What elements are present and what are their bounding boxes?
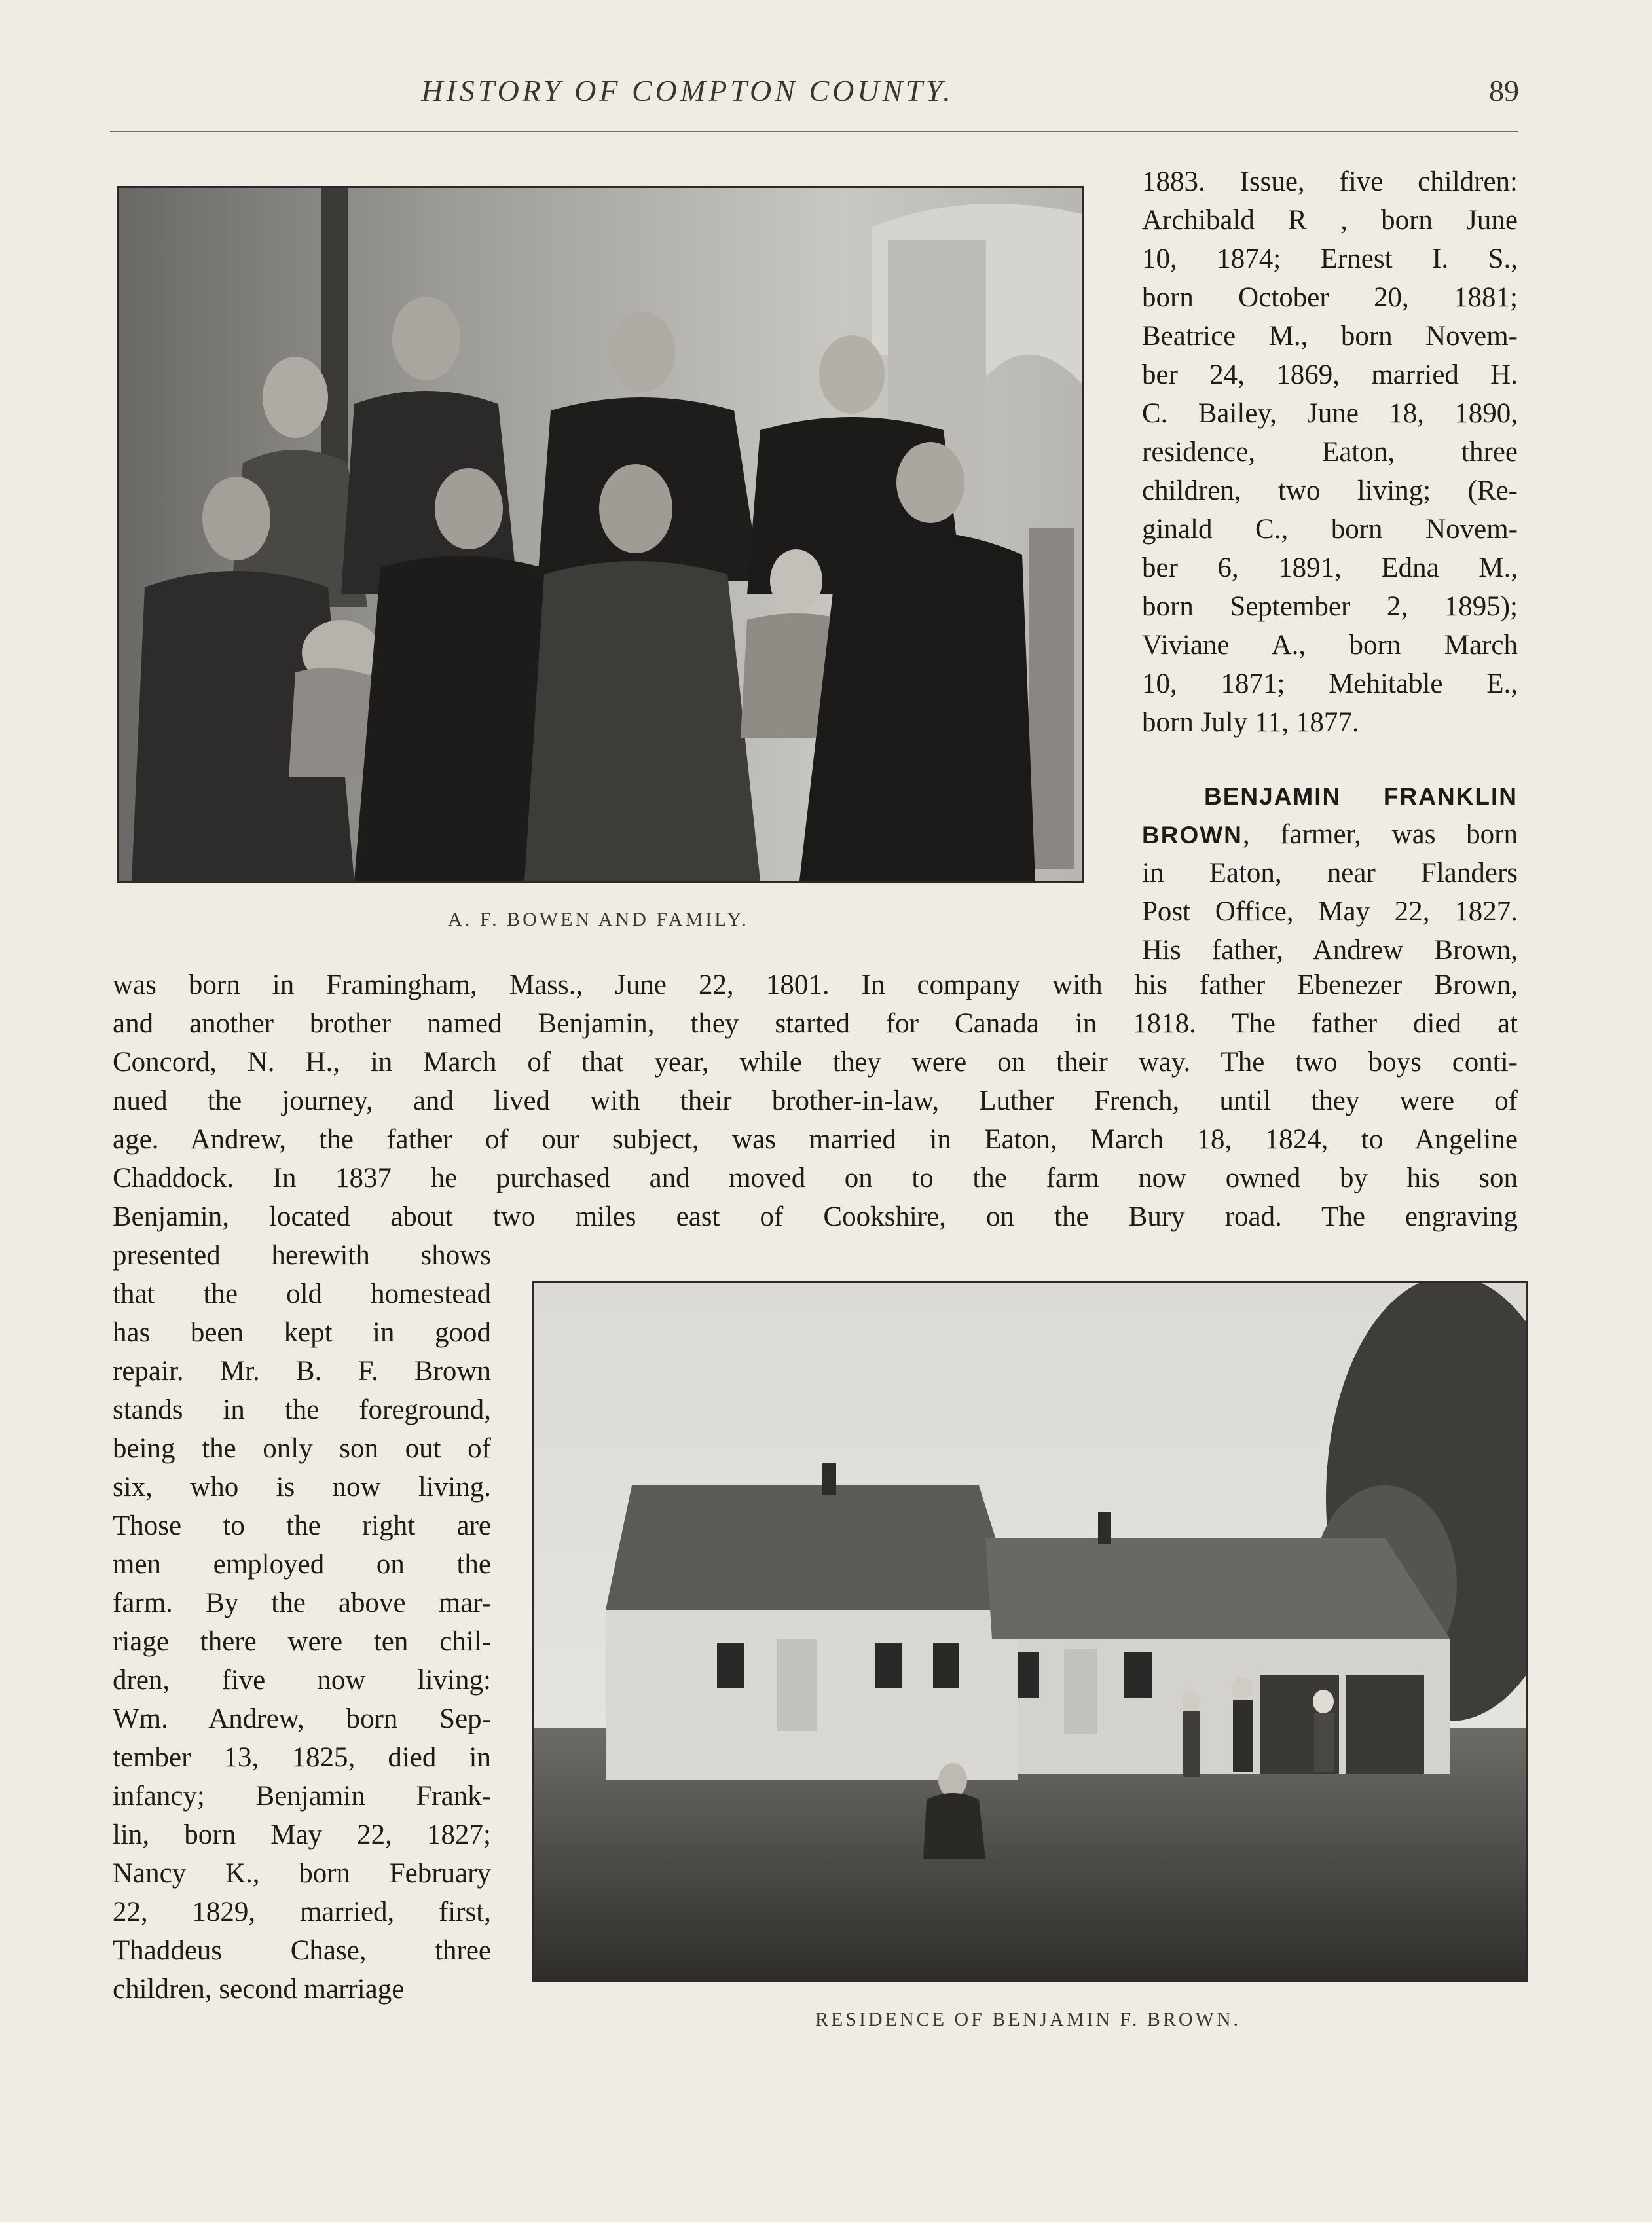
text-line: farm. By the above mar- <box>113 1588 491 1618</box>
text-line: presented herewith shows <box>113 1240 491 1271</box>
family-photo-illustration <box>119 188 1082 881</box>
bfb-heading-line <box>1142 776 1518 815</box>
residence-photograph <box>532 1281 1528 1982</box>
text-line: Beatrice M., born Novem- <box>1142 321 1518 352</box>
text-line: Archibald R , born June <box>1142 205 1518 236</box>
bfb-line-rest: , farmer, was born <box>1242 819 1518 850</box>
text-line: that the old homestead <box>113 1279 491 1309</box>
residence-photo-caption: RESIDENCE OF BENJAMIN F. BROWN. <box>815 2009 1241 2030</box>
family-photo-caption: A. F. BOWEN AND FAMILY. <box>448 909 749 930</box>
text-line: Chaddock. In 1837 he purchased and moved on to the farm now owned by his son <box>113 1163 1518 1193</box>
running-title: HISTORY OF COMPTON COUNTY. <box>421 74 954 107</box>
text-line: His father, Andrew Brown, <box>1142 935 1518 966</box>
text-line: children, two living; (Re- <box>1142 475 1518 506</box>
bfb-heading-surname: BROWN <box>1142 822 1243 848</box>
residence-photo-illustration <box>534 1283 1526 1980</box>
text-line: six, who is now living. <box>113 1472 491 1503</box>
text-line: stands in the foreground, <box>113 1394 491 1425</box>
text-line: born October 20, 1881; <box>1142 282 1518 313</box>
text-line: Wm. Andrew, born Sep- <box>113 1703 491 1734</box>
text-line: nued the journey, and lived with their brother-in-law, Luther French, until they were of <box>113 1085 1518 1116</box>
biography-start <box>1142 776 1518 970</box>
text-line: 1883. Issue, five children: <box>1142 166 1518 197</box>
text-line: children, second marriage <box>113 1974 405 2005</box>
text-line: C. Bailey, June 18, 1890, <box>1142 398 1518 429</box>
bfb-heading: BENJAMIN FRANKLIN <box>1204 783 1518 810</box>
text-line: Nancy K., born February <box>113 1858 491 1889</box>
text-line: Viviane A., born March <box>1142 630 1518 661</box>
text-line: dren, five now living: <box>113 1665 491 1696</box>
text-line: men employed on the <box>113 1549 491 1580</box>
text-line: Concord, N. H., in March of that year, while they were on their way. The two boys conti- <box>113 1047 1518 1078</box>
text-line: Thaddeus Chase, three <box>113 1935 491 1966</box>
page-header <box>0 73 1652 119</box>
left-column-text <box>113 1236 491 2009</box>
header-rule <box>110 131 1518 132</box>
text-line: and another brother named Benjamin, they started for Canada in 1818. The father died at <box>113 1008 1518 1039</box>
text-line: born September 2, 1895); <box>1142 591 1518 622</box>
text-line: 22, 1829, married, first, <box>113 1897 491 1927</box>
text-line: 10, 1871; Mehitable E., <box>1142 668 1518 699</box>
text-line: Post Office, May 22, 1827. <box>1142 896 1518 927</box>
text-line: ginald C., born Novem- <box>1142 514 1518 545</box>
text-line: riage there were ten chil- <box>113 1626 491 1657</box>
text-line: ber 24, 1869, married H. <box>1142 359 1518 390</box>
family-photograph <box>117 186 1084 883</box>
full-width-text <box>113 966 1518 1236</box>
text-line: repair. Mr. B. F. Brown <box>113 1356 491 1387</box>
text-line: being the only son out of <box>113 1433 491 1464</box>
right-column-text <box>1142 162 1518 742</box>
page-number: 89 <box>1489 74 1519 107</box>
text-line: ber 6, 1891, Edna M., <box>1142 553 1518 583</box>
text-line: was born in Framingham, Mass., June 22, 1801. In company with his father Ebenezer Brown, <box>113 970 1518 1000</box>
text-line: infancy; Benjamin Frank- <box>113 1781 491 1812</box>
text-line: lin, born May 22, 1827; <box>113 1819 491 1850</box>
text-line: born July 11, 1877. <box>1142 707 1359 738</box>
text-line: 10, 1874; Ernest I. S., <box>1142 244 1518 274</box>
text-line: has been kept in good <box>113 1317 491 1348</box>
text-line: in Eaton, near Flanders <box>1142 858 1518 888</box>
text-line: tember 13, 1825, died in <box>113 1742 491 1773</box>
text-line <box>1142 815 1518 854</box>
text-line: Benjamin, located about two miles east of Cookshire, on the Bury road. The engraving <box>113 1201 1518 1232</box>
text-line: age. Andrew, the father of our subject, was married in Eaton, March 18, 1824, to Angeline <box>113 1124 1518 1155</box>
text-line: Those to the right are <box>113 1510 491 1541</box>
text-line: residence, Eaton, three <box>1142 437 1518 467</box>
